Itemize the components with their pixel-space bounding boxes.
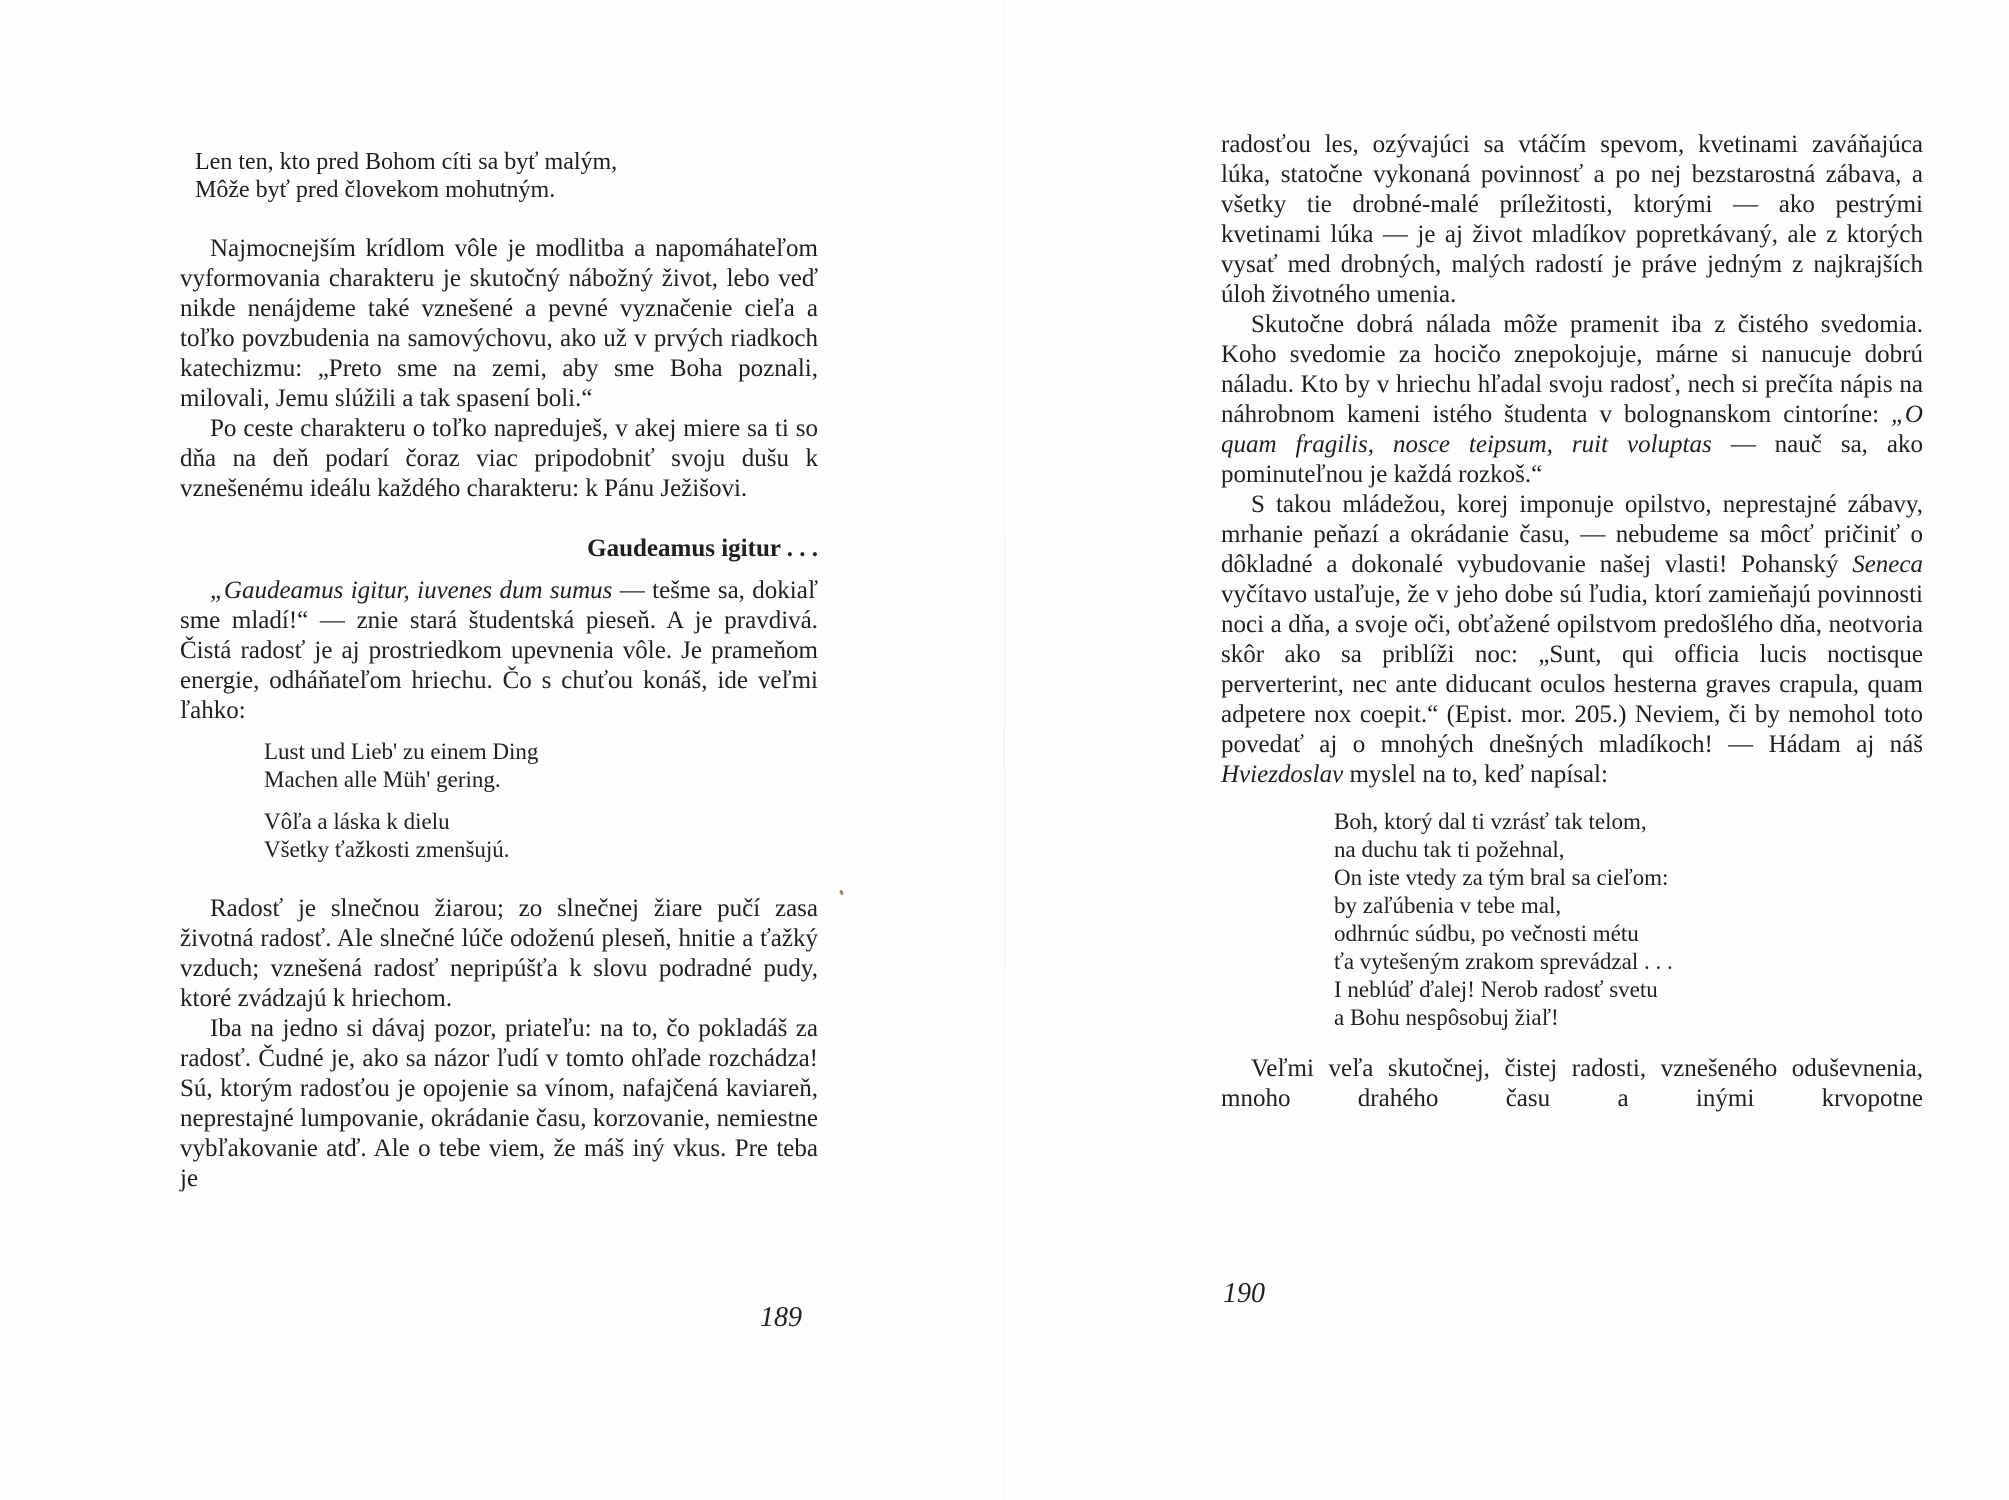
verse-line: I neblúď ďalej! Nerob radosť svetu [1334, 977, 1658, 1002]
verse-line: by zaľúbenia v tebe mal, [1334, 893, 1562, 918]
left-page [0, 0, 1004, 1500]
paragraph-text: — tešme sa, dokiaľ sme mladí!“ — znie stará študentská pieseň. A je pravdivá. Čistá radosť je aj prostriedkom upevnenia vôle. Je prameňom energie, odháňateľom hriechu. Čo s chuťou konáš, ide veľmi ľahko: [180, 577, 818, 724]
name-seneca: Seneca [1852, 551, 1923, 578]
name-hviezdoslav: Hviezdoslav [1221, 761, 1344, 788]
right-page-text [1221, 130, 1923, 1114]
verse-line: ťa vytešeným zrakom sprevádzal . . . [1334, 949, 1673, 974]
paragraph [180, 576, 818, 726]
latin-quote: „Gaudeamus igitur, iuvenes dum sumus [210, 577, 613, 604]
latin-quote: „O quam fragilis, nosce teipsum, ruit voluptas [1221, 401, 1923, 458]
paragraph-text: Skutočne dobrá nálada môže pramenit iba z čistého svedomia. Koho svedomie za hocičo znepokojuje, márne si nanucuje dobrú náladu. Kto by v hriechu hľadal svoju radosť, nech si prečíta nápis na náhrobnom kameni istého študenta v bolognanskom cintoríne: [1221, 311, 1923, 428]
verse-line: Machen alle Müh' gering. [264, 767, 501, 792]
paragraph: Iba na jedno si dávaj pozor, priateľu: na to, čo pokladáš za radosť. Čudné je, ako sa názor ľudí v tomto ohľade rozchádza! Sú, ktorým radosťou je opojenie sa vínom, nafajčená kaviareň, neprestajné lumpovanie, okrádanie času, korzovanie, nemiestne vybľakovanie atď. Ale o tebe viem, že máš iný vkus. Pre teba je [180, 1015, 818, 1192]
right-page [1005, 0, 2009, 1500]
left-page-text [180, 148, 818, 1194]
intro-verse [195, 148, 818, 204]
paragraph-text: — nauč sa, ako pominuteľnou je každá rozkoš.“ [1221, 431, 1923, 488]
page-number: 190 [1223, 1278, 1265, 1309]
paragraph [1221, 490, 1923, 790]
verse-line: Všetky ťažkosti zmenšujú. [264, 837, 510, 862]
verse-line: Len ten, kto pred Bohom cíti sa byť malým, [195, 149, 618, 175]
paragraph: radosťou les, ozývajúci sa vtáčím spevom, kvetinami zaváňajúca lúka, statočne vykonaná povinnosť a po nej bezstarostná zábava, a všetky tie drobné-malé príležitosti, ktorými — ako pestrými kvetinami lúka — je aj život mladíkov popretkávaný, ale z ktorých vysať med drobných, malých radostí je práve jedným z najkrajších úloh životného umenia. [1221, 131, 1923, 308]
verse-line: Môže byť pred človekom mohutným. [195, 177, 556, 203]
verse-line: odhrnúc súdbu, po večnosti métu [1334, 921, 1639, 946]
section-heading: Gaudeamus igitur . . . [587, 535, 818, 562]
verse-line: Boh, ktorý dal ti vzrásť tak telom, [1334, 809, 1647, 834]
poem-slovak [264, 808, 818, 864]
verse-line: Vôľa a láska k dielu [264, 809, 450, 834]
paragraph-text: S takou mládežou, korej imponuje opilstvo, neprestajné zábavy, mrhanie peňazí a okrádanie času, — nebudeme sa môcť pričiniť o dôkladné a dokonalé vybudovanie našej vlasti! Pohanský [1221, 491, 1923, 578]
paragraph: Radosť je slnečnou žiarou; zo slnečnej žiare pučí zasa životná radosť. Ale slnečné lúče odoženú pleseň, hnitie a ťažký vzduch; vznešená radosť nepripúšťa k slovu podradné pudy, ktoré zvádzajú k hriechom. [180, 895, 818, 1012]
page-number: 189 [760, 1302, 802, 1333]
poem-german [264, 738, 818, 794]
verse-line: a Bohu nespôsobuj žiaľ! [1334, 1005, 1559, 1030]
verse-line: na duchu tak ti požehnal, [1334, 837, 1565, 862]
paragraph [1221, 310, 1923, 490]
verse-line: On iste vtedy za tým bral sa cieľom: [1334, 865, 1669, 890]
paragraph: Najmocnejším krídlom vôle je modlitba a napomáhateľom vyformovania charakteru je skutočný nábožný život, lebo veď nikde nenájdeme také vznešené a pevné vyznačenie cieľa a toľko povzbudenia na samovýchovu, ako už v prvých riadkoch katechizmu: „Preto sme na zemi, aby sme Boha poznali, milovali, Jemu slúžili a tak spasení boli.“ [180, 235, 818, 412]
verse-line: Lust und Lieb' zu einem Ding [264, 739, 539, 764]
paragraph: Po ceste charakteru o toľko napreduješ, v akej miere sa ti so dňa na deň podarí čoraz viac pripodobniť svoju dušu k vznešenému ideálu každého charakteru: k Pánu Ježišovi. [180, 415, 818, 502]
paragraph: Veľmi veľa skutočnej, čistej radosti, vznešeného oduševnenia, mnoho drahého času a inými krvopotne [1221, 1055, 1923, 1112]
poem-hviezdoslav [1334, 808, 1923, 1032]
paragraph-text: vyčítavo ustaľuje, že v jeho dobe sú ľudia, ktorí zamieňajú povinnosti noci a dňa, a svoje oči, obťažené opilstvom predošlého dňa, neotvoria skôr ako sa priblíži noc: „Sunt, qui officia lucis noctisque perverterint, nec ante diducant oculos hesterna graves crapula, quam adpetere nox coepit.“ (Epist. mor. 205.) Neviem, či by nemohol toto povedať aj o mnohých dnešných mladíkoch! — Hádam aj náš [1221, 581, 1923, 758]
paragraph-text: myslel na to, keď napísal: [1343, 761, 1608, 788]
